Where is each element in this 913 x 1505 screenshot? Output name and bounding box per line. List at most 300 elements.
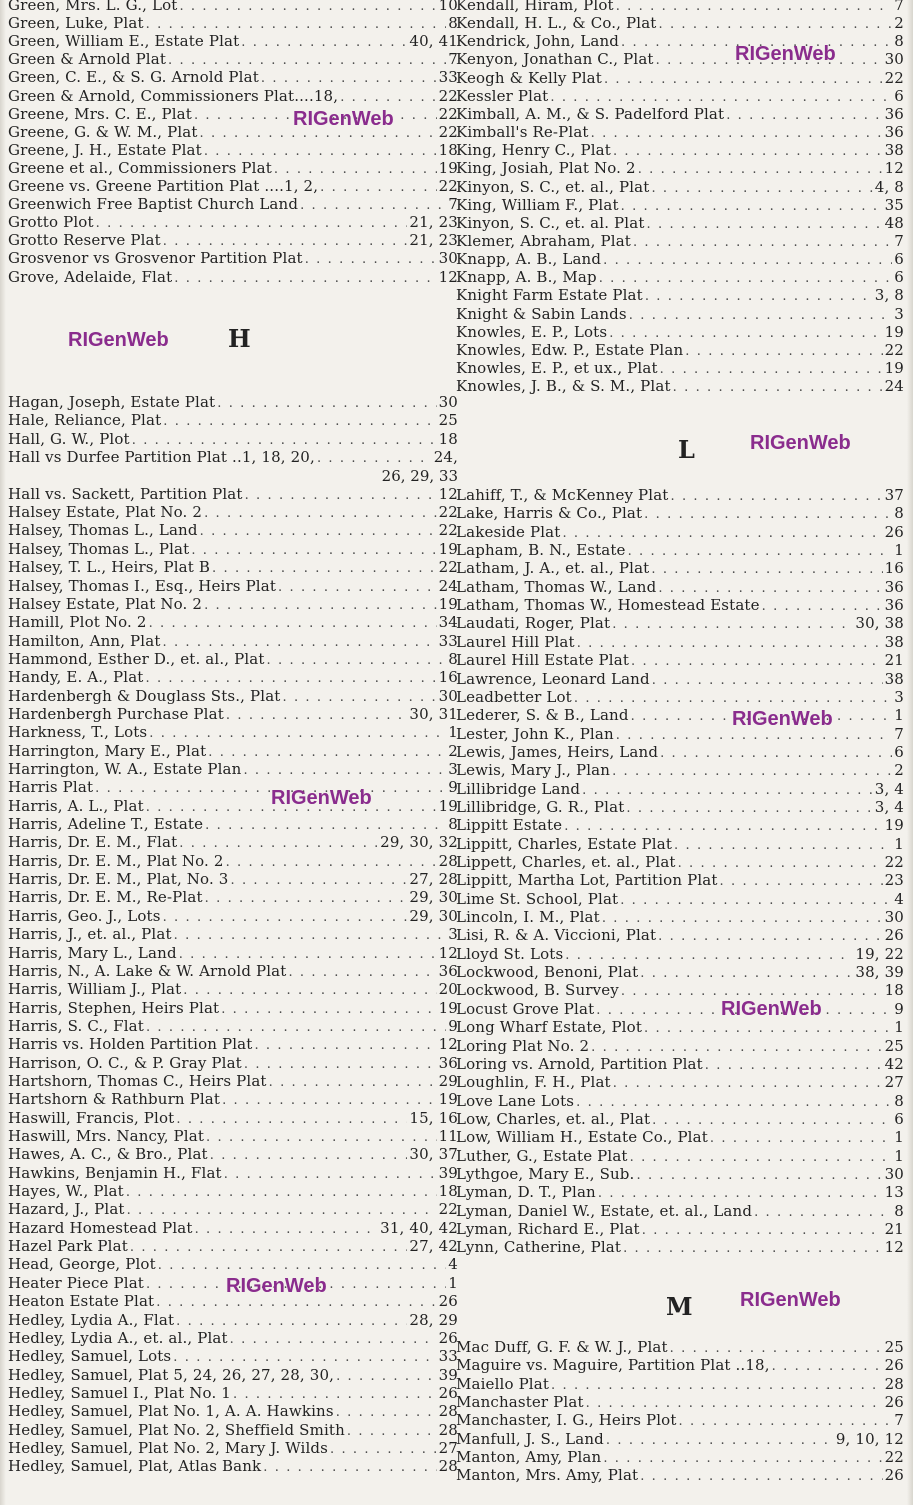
entry-name: Lippitt Estate: [456, 816, 563, 835]
entry-pages: 33: [438, 631, 458, 650]
index-entry: [456, 780, 904, 800]
dot-leader: [245, 487, 437, 505]
index-entry: [456, 578, 904, 598]
entry-name: Halsey Estate, Plat No. 2: [8, 594, 203, 613]
index-entry: [456, 1165, 904, 1185]
entry-name: Kinyon, S. C., et. al. Plat: [456, 213, 645, 232]
entry-name: Lynn, Catherine, Plat: [456, 1238, 622, 1257]
entry-pages: 25: [884, 1338, 904, 1356]
index-entry: [456, 1238, 904, 1258]
index-entry: [456, 232, 904, 252]
entry-name: Hedley, Samuel, Plat No. 2, Mary J. Wilds: [8, 1438, 328, 1457]
index-entry: [456, 214, 904, 234]
entry-name: Loring vs. Arnold, Partition Plat: [456, 1054, 703, 1073]
entry-pages: 20: [438, 980, 458, 999]
entry-pages: 3, 4: [874, 797, 904, 816]
index-entry: [456, 633, 904, 653]
watermark: RIGenWeb: [226, 1275, 327, 1297]
index-entry: [456, 981, 904, 1001]
entry-pages: 22: [438, 122, 458, 141]
entry-pages: 22: [884, 853, 904, 871]
index-entry: [456, 1356, 904, 1376]
entry-pages: 38: [884, 632, 904, 651]
dot-leader: [673, 379, 883, 397]
index-entry: [456, 486, 904, 506]
index-entry: [8, 723, 458, 743]
index-entry: [8, 1457, 458, 1477]
entry-pages: 6: [894, 268, 904, 287]
dot-leader: [564, 818, 882, 836]
entry-pages: 30: [884, 908, 904, 927]
index-entry: [8, 1439, 458, 1459]
dot-leader: [586, 1395, 883, 1413]
dot-leader: [183, 982, 436, 1000]
dot-leader: [551, 1377, 883, 1395]
entry-name: Hardenbergh Purchase Plat: [8, 704, 224, 723]
index-entry: [8, 1366, 458, 1386]
entry-pages: 21, 23: [409, 213, 458, 232]
entry-pages: 26: [884, 1466, 904, 1485]
dot-leader: [336, 1368, 437, 1386]
index-entry: [8, 742, 458, 762]
entry-pages: 39: [438, 1365, 458, 1384]
entry-pages: 15, 16: [409, 1108, 458, 1127]
entry-pages: 19: [438, 539, 458, 558]
watermark: RIGenWeb: [293, 108, 394, 130]
dot-leader: [620, 892, 892, 910]
entry-name: Hawkins, Benjamin H., Flat: [8, 1163, 222, 1182]
entry-name: Heater Piece Plat: [8, 1273, 144, 1292]
index-entry: [8, 1164, 458, 1184]
entry-name: Low, William H., Estate Co., Plat: [456, 1128, 708, 1147]
entry-pages: 26: [884, 1356, 904, 1375]
entry-pages: 28: [884, 1374, 904, 1393]
entry-name: Kendall, H. L., & Co., Plat: [456, 14, 657, 33]
entry-name: Keogh & Kelly Plat: [456, 68, 602, 87]
entry-pages: 33: [438, 1347, 458, 1366]
index-entry: [456, 1055, 904, 1075]
entry-pages: 25: [884, 1036, 904, 1055]
entry-pages: 2: [894, 761, 904, 780]
index-entry: [456, 816, 904, 836]
entry-name: Grotto Plot: [8, 213, 94, 232]
index-entry: [8, 1255, 458, 1275]
entry-pages: 40, 41: [409, 32, 458, 51]
entry-name: Hedley, Samuel, Plat, Atlas Bank: [8, 1457, 262, 1476]
index-entry: [8, 1054, 458, 1074]
entry-pages: 26: [884, 522, 904, 541]
dot-leader: [231, 872, 408, 890]
entry-name: Handy, E. A., Plat: [8, 668, 144, 687]
dot-leader: [658, 580, 882, 598]
dot-leader: [640, 1468, 882, 1486]
index-entry: [456, 541, 904, 561]
entry-pages: 3: [894, 687, 904, 706]
entry-name: Greenwich Free Baptist Church Land: [8, 195, 299, 214]
index-entry: [456, 798, 904, 818]
dot-leader: [670, 488, 882, 506]
entry-pages: 21: [884, 1220, 904, 1238]
index-entry: [456, 1000, 904, 1020]
entry-name: Maiello Plat: [456, 1374, 550, 1393]
entry-name: Haswill, Francis, Plot: [8, 1108, 175, 1127]
entry-pages: 21: [884, 651, 904, 670]
entry-name: Lippitt, Martha Lot, Partition Plat: [456, 871, 718, 890]
entry-name: Knowles, E. P., Lots: [456, 322, 608, 341]
entry-name: Harris, A. L., Plat: [8, 796, 144, 815]
entry-pages: 7: [894, 231, 904, 250]
entry-pages: 26: [884, 1392, 904, 1411]
entry-pages: 9: [448, 1016, 458, 1035]
index-entry: [8, 14, 458, 34]
entry-pages: 30: [884, 1164, 904, 1183]
entry-name: Lakeside Plat: [456, 522, 561, 541]
entry-name: Lester, John K., Plan: [456, 724, 614, 743]
entry-name: Manton, Amy, Plan: [456, 1447, 602, 1466]
entry-name: Harris, Stephen, Heirs Plat: [8, 998, 220, 1017]
index-entry: [8, 1090, 458, 1110]
entry-pages: 22: [438, 177, 458, 195]
index-entry: [8, 999, 458, 1019]
watermark: RIGenWeb: [735, 43, 836, 65]
entry-name: Harris, J., et. al., Plat: [8, 925, 172, 944]
entry-name: Lawrence, Leonard Land: [456, 669, 650, 688]
entry-name: Leadbetter Lot: [456, 687, 572, 706]
index-entry: [8, 944, 458, 964]
dot-leader: [179, 946, 437, 964]
index-entry: [456, 963, 904, 983]
index-entry: [456, 141, 904, 161]
entry-name: Hedley, Lydia A., et. al., Plat: [8, 1328, 228, 1347]
entry-name: Hamilton, Ann, Plat: [8, 631, 161, 650]
entry-name: Halsey, Thomas L., Plat: [8, 539, 190, 558]
index-entry: [456, 1147, 904, 1167]
entry-name: Greene vs. Greene Partition Plat ....1, 2,: [8, 177, 319, 195]
dot-leader: [200, 523, 437, 541]
entry-pages: 19: [438, 594, 458, 613]
index-entry: [456, 725, 904, 745]
entry-name: Lockwood, Benoni, Plat: [456, 963, 639, 982]
dot-leader: [226, 707, 407, 725]
entry-pages: 12: [884, 159, 904, 178]
entry-pages: 8: [448, 649, 458, 668]
entry-name: Grove, Adelaide, Flat: [8, 267, 173, 286]
dot-leader: [176, 1313, 407, 1331]
index-entry: [8, 687, 458, 707]
index-entry: [456, 926, 904, 946]
dot-leader: [705, 1057, 883, 1075]
index-entry: [8, 888, 458, 908]
index-entry: [456, 268, 904, 288]
index-entry: [8, 907, 458, 927]
index-entry: [8, 1329, 458, 1349]
entry-pages: 30: [438, 249, 458, 268]
index-entry: [8, 1402, 458, 1422]
index-entry: [8, 231, 458, 251]
watermark: RIGenWeb: [68, 329, 169, 351]
entry-pages: 36: [884, 104, 904, 123]
dot-leader: [658, 928, 882, 946]
index-entry: [456, 614, 904, 634]
dot-leader: [163, 634, 437, 652]
index-entry: [456, 1430, 904, 1450]
entry-pages: 30: [438, 686, 458, 705]
dot-leader: [644, 1020, 892, 1038]
entry-pages: 18: [438, 1182, 458, 1201]
index-entry: [8, 705, 458, 725]
dot-leader: [176, 1111, 407, 1129]
entry-pages: 22: [438, 104, 458, 123]
entry-name: Kendall, Hiram, Plot: [456, 0, 614, 14]
entry-name: Hardenbergh & Douglass Sts., Plat: [8, 686, 281, 705]
dot-leader: [762, 598, 883, 616]
dot-leader: [652, 672, 883, 690]
entry-name: Locust Grove Plat: [456, 999, 595, 1018]
page-edge-right: [907, 0, 913, 1505]
entry-pages: 26: [438, 1383, 458, 1402]
entry-pages: 18: [438, 140, 458, 159]
entry-pages: 12: [884, 1238, 904, 1257]
entry-name: Manfull, J. S., Land: [456, 1429, 604, 1448]
entry-pages: 19: [438, 796, 458, 815]
entry-pages: 19: [884, 322, 904, 341]
entry-name: Hartshorn, Thomas C., Heirs Plat: [8, 1071, 267, 1090]
index-entry: [8, 1182, 458, 1202]
entry-pages: 26: [438, 1292, 458, 1311]
index-entry: [8, 1219, 458, 1239]
entry-name: Hall, G. W., Plot: [8, 429, 130, 448]
index-entry: [456, 196, 904, 216]
entry-pages: 1: [894, 834, 904, 853]
dot-leader: [598, 1185, 883, 1203]
entry-pages: 26: [438, 1328, 458, 1347]
entry-name: Hall vs Durfee Partition Plat ..1, 18, 20,: [8, 448, 315, 467]
index-entry: [456, 105, 904, 125]
dot-leader: [263, 1459, 436, 1477]
index-entry: [456, 305, 904, 325]
index-entry: [8, 1200, 458, 1220]
entry-pages: 7: [894, 724, 904, 743]
dot-leader: [330, 1441, 437, 1459]
entry-pages: 8: [894, 1201, 904, 1220]
index-entry: [8, 448, 458, 468]
index-entry: [456, 1375, 904, 1395]
entry-pages: 3, 8: [874, 286, 904, 305]
entry-pages: 38, 39: [855, 963, 904, 982]
entry-pages: 4: [448, 1255, 458, 1274]
entry-name: Green, C. E., & S. G. Arnold Plat: [8, 68, 259, 87]
entry-name: Loughlin, F. H., Plat: [456, 1073, 611, 1092]
index-entry: [8, 1109, 458, 1129]
entry-name: Hedley, Samuel, Plat No. 2, Sheffield Smith: [8, 1420, 345, 1439]
index-entry: [8, 668, 458, 688]
entry-name: Hedley, Samuel I., Plat No. 1: [8, 1383, 231, 1402]
entry-pages: 19: [438, 1090, 458, 1109]
index-entry: [8, 833, 458, 853]
entry-name: King, Josiah, Plat No. 2: [456, 159, 636, 178]
index-entry: [456, 1466, 904, 1486]
index-entry: [456, 908, 904, 928]
entry-name: Greene, G. & W. M., Plat: [8, 122, 198, 141]
index-entry: [456, 651, 904, 671]
entry-name: Harris, Mary L., Land: [8, 943, 177, 962]
entry-pages: 9, 10, 12: [835, 1429, 904, 1448]
index-entry: [456, 1220, 904, 1240]
dot-leader: [577, 635, 883, 653]
entry-name: Lincoln, I. M., Plat: [456, 908, 600, 927]
index-entry: [456, 1128, 904, 1148]
entry-name: Lyman, Daniel W., Estate, et. al., Land: [456, 1201, 753, 1220]
index-entry: [8, 68, 458, 88]
dot-leader: [204, 505, 437, 523]
index-entry: [8, 613, 458, 633]
entry-name: Luther, G., Estate Plat: [456, 1146, 628, 1165]
entry-pages: 3: [448, 925, 458, 944]
dot-leader: [640, 965, 853, 983]
entry-name: Knowles, E. P., et ux., Plat: [456, 359, 658, 377]
entry-pages: 13: [884, 1183, 904, 1202]
entry-name: Lippitt, Charles, Estate Plat: [456, 834, 673, 853]
entry-name: Harris, Dr. E. M., Flat: [8, 833, 178, 852]
entry-pages: 18: [884, 981, 904, 1000]
entry-pages: 29, 30: [409, 906, 458, 925]
entry-name: Hazel Park Plat: [8, 1237, 128, 1256]
entry-pages: 25: [438, 411, 458, 430]
entry-name: Manchaster, I. G., Heirs Plot: [456, 1411, 677, 1430]
entry-pages: 36: [438, 961, 458, 980]
entry-pages: 31, 40, 42: [380, 1218, 458, 1237]
index-entry: [456, 123, 904, 143]
index-entry: [456, 688, 904, 708]
index-entry: [456, 1393, 904, 1413]
entry-pages: 27, 42: [409, 1237, 458, 1256]
entry-name: Lahiff, T., & McKenney Plat: [456, 486, 669, 504]
index-entry: [456, 286, 904, 306]
index-entry: [8, 797, 458, 817]
entry-name: Lake, Harris & Co., Plat: [456, 504, 643, 523]
entry-pages: 1: [894, 706, 904, 725]
entry-pages: 1: [894, 1128, 904, 1147]
index-entry: [456, 178, 904, 198]
entry-pages: 4: [894, 889, 904, 908]
dot-leader: [146, 670, 437, 688]
entry-pages: 28, 29: [409, 1310, 458, 1329]
entry-name: Green & Arnold Plat: [8, 50, 167, 69]
dot-leader: [582, 782, 873, 800]
entry-name: Knight & Sabin Lands: [456, 304, 627, 323]
entry-name: Laudati, Roger, Plat: [456, 614, 611, 633]
index-entry: [8, 1017, 458, 1037]
entry-pages: 1: [448, 723, 458, 742]
entry-name: King, Henry C., Plat: [456, 141, 611, 160]
dot-leader: [660, 745, 892, 763]
entry-pages: 3, 4: [874, 779, 904, 798]
entry-name: Halsey, Thomas I., Esq., Heirs Plat: [8, 576, 277, 595]
entry-name: Love Lane Lots: [456, 1091, 575, 1110]
index-entry: [8, 1035, 458, 1055]
watermark: RIGenWeb: [721, 998, 822, 1020]
entry-name: Low, Charles, et. al., Plat: [456, 1109, 651, 1128]
entry-pages: 29: [438, 1071, 458, 1090]
index-entry: [456, 945, 904, 965]
index-entry: [456, 1448, 904, 1468]
index-entry: [8, 760, 458, 780]
index-entry: [8, 177, 458, 197]
entry-pages: 19: [884, 816, 904, 835]
dot-leader: [710, 1130, 892, 1148]
entry-name: Lloyd St. Lots: [456, 944, 564, 963]
entry-pages: 12: [438, 267, 458, 286]
entry-name: Greene, J. H., Estate Plat: [8, 140, 202, 159]
section-letter-h: H: [228, 324, 251, 353]
entry-name: Harrison, O. C., & P. Gray Plat: [8, 1053, 242, 1072]
entry-pages: 42: [884, 1054, 904, 1073]
entry-pages: 19, 22: [855, 944, 904, 963]
index-entry: [8, 159, 458, 179]
entry-pages: 18: [438, 429, 458, 448]
entry-pages: 30, 31: [409, 704, 458, 723]
index-entry: [8, 778, 458, 798]
index-entry: [456, 559, 904, 579]
index-entry: [8, 249, 458, 269]
entry-name: Hamill, Plot No. 2: [8, 613, 147, 632]
entry-name: Hammond, Esther D., et. al., Plat: [8, 649, 265, 668]
dot-leader: [226, 854, 437, 872]
dot-leader: [179, 835, 378, 853]
dot-leader: [317, 450, 432, 468]
entry-name: Lippett, Charles, et. al., Plat: [456, 853, 676, 871]
index-entry: [8, 558, 458, 578]
dot-leader: [754, 1204, 892, 1222]
entry-pages: 8: [448, 14, 458, 33]
index-entry: [456, 87, 904, 107]
index-entry: [456, 250, 904, 270]
entry-name: Lederer, S. & B., Land: [456, 706, 629, 725]
entry-name: Lyman, D. T., Plan: [456, 1183, 596, 1202]
index-entry: [456, 359, 904, 379]
index-entry: [456, 50, 904, 70]
entry-pages: 36: [884, 596, 904, 615]
entry-name: Lillibridge Land: [456, 779, 581, 798]
entry-name: Hazard Homestead Plat: [8, 1218, 193, 1237]
index-entry: [456, 159, 904, 179]
entry-pages: 1: [894, 541, 904, 560]
dot-leader: [267, 652, 447, 670]
dot-leader: [205, 817, 446, 835]
index-entry: [456, 835, 904, 855]
entry-name: Green, Mrs. L. G., Lot: [8, 0, 178, 14]
entry-name: Hale, Reliance, Plat: [8, 411, 162, 430]
index-entry: [8, 1237, 458, 1257]
entry-pages: 19: [438, 998, 458, 1017]
index-entry: [456, 596, 904, 616]
entry-pages: 38: [884, 141, 904, 160]
entry-pages: 2: [448, 741, 458, 760]
index-entry: [456, 341, 904, 361]
dot-leader: [644, 506, 892, 524]
index-entry: [8, 1421, 458, 1441]
dot-leader: [204, 597, 437, 615]
entry-name: Haswill, Mrs. Nancy, Plat: [8, 1127, 205, 1145]
entry-pages: 9: [448, 778, 458, 797]
dot-leader: [612, 763, 892, 781]
entry-name: Harris, Dr. E. M., Plat, No. 3: [8, 870, 229, 889]
dot-leader: [205, 890, 408, 908]
index-entry: [456, 504, 904, 524]
entry-name: Knapp, A. B., Land: [456, 250, 602, 269]
index-entry: [8, 87, 458, 107]
dot-leader: [126, 1184, 437, 1202]
